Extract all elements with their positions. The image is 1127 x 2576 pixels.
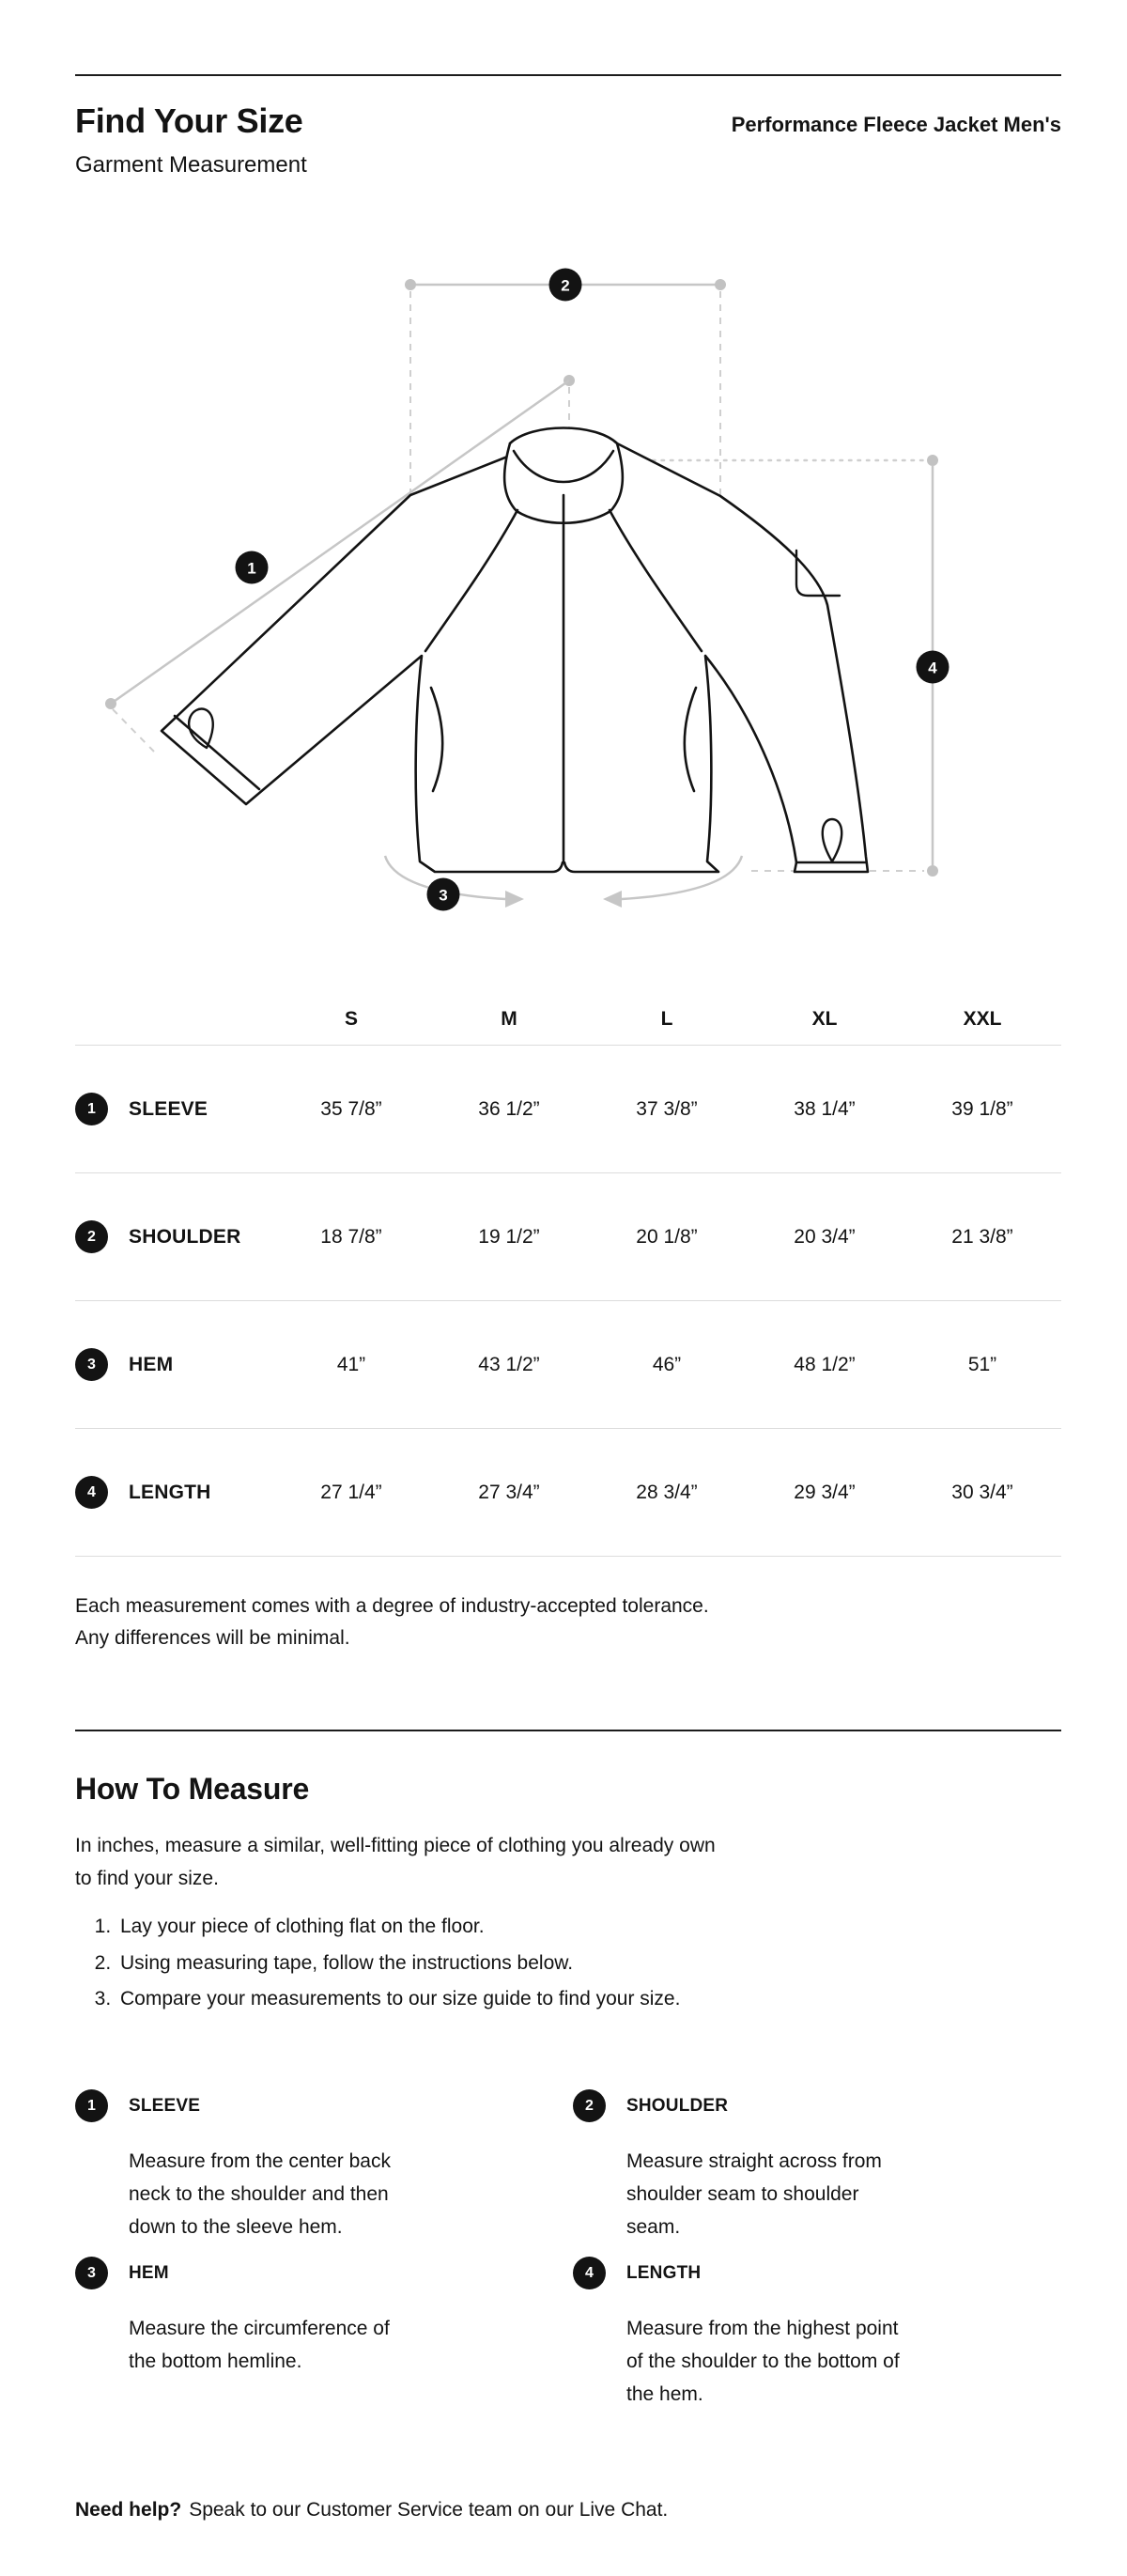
size-value: 20 3/4” (794, 1225, 856, 1248)
row-badge-4: 4 (75, 1476, 108, 1509)
size-value: 48 1/2” (794, 1353, 856, 1375)
size-value: 41” (336, 1353, 366, 1375)
svg-text:2: 2 (561, 276, 570, 295)
top-divider (75, 74, 1061, 76)
size-value: 29 3/4” (794, 1481, 856, 1503)
help-footer-text: Speak to our Customer Service team on our Live Chat. (189, 2499, 669, 2521)
intro-line-2: to find your size. (75, 1868, 219, 1889)
instruction-label-sleeve: SLEEVE (129, 2095, 201, 2116)
instruction-text-sleeve: Measure from the center back neck to the shoulder and then down to the sleeve hem. (129, 2150, 391, 2238)
measure-step-1: 1. Lay your piece of clothing flat on the floor. (116, 1909, 680, 1946)
help-footer-bold: Need help? (75, 2499, 182, 2521)
size-value: 30 3/4” (951, 1481, 1013, 1503)
instruction-label-shoulder: SHOULDER (626, 2095, 729, 2116)
table-row-length (75, 1429, 1061, 1557)
size-column-m: M (501, 1008, 517, 1030)
garment-diagram (94, 263, 1033, 958)
size-value: 27 3/4” (478, 1481, 540, 1503)
size-value: 51” (967, 1353, 997, 1375)
instruction-sleeve (75, 2089, 507, 2243)
intro-line-1: In inches, measure a similar, well-fitting piece of clothing you already own (75, 1835, 716, 1856)
size-value: 39 1/8” (951, 1097, 1013, 1120)
instruction-shoulder (573, 2089, 1005, 2243)
size-value: 36 1/2” (478, 1097, 540, 1120)
instruction-label-length: LENGTH (626, 2262, 702, 2283)
size-value: 37 3/8” (636, 1097, 698, 1120)
diagram-badge-2 (549, 269, 582, 302)
page-title: Find Your Size (75, 101, 303, 140)
table-row-hem (75, 1301, 1061, 1429)
instruction-badge-4: 4 (573, 2257, 606, 2289)
row-label-hem: HEM (129, 1353, 174, 1375)
jacket-drawing (162, 428, 868, 873)
instruction-badge-2: 2 (573, 2089, 606, 2122)
diagram-badge-1 (236, 551, 269, 584)
size-value: 38 1/4” (794, 1097, 856, 1120)
help-footer (75, 2499, 668, 2522)
size-value: 20 1/8” (636, 1225, 698, 1248)
tolerance-line-1: Each measurement comes with a degree of industry-accepted tolerance. (75, 1595, 709, 1617)
how-to-measure-intro (75, 1829, 716, 1895)
diagram-badge-3 (427, 878, 460, 911)
size-value: 28 3/4” (636, 1481, 698, 1503)
svg-text:4: 4 (928, 659, 937, 677)
product-name: Performance Fleece Jacket Men's (731, 113, 1061, 136)
row-label-sleeve: SLEEVE (129, 1097, 208, 1120)
measure-step-3: 3. Compare your measurements to our size guide to find your size. (116, 1981, 680, 2018)
size-column-l: L (660, 1008, 673, 1030)
instruction-hem (75, 2257, 507, 2378)
how-to-measure-title: How To Measure (75, 1772, 310, 1806)
size-value: 46” (652, 1353, 682, 1375)
instruction-badge-3: 3 (75, 2257, 108, 2289)
svg-text:3: 3 (439, 886, 448, 905)
row-badge-2: 2 (75, 1220, 108, 1253)
section-divider (75, 1730, 1061, 1731)
instruction-text-length: Measure from the highest point of the shoulder to the bottom of the hem. (626, 2318, 900, 2405)
size-value: 35 7/8” (320, 1097, 382, 1120)
size-value: 21 3/8” (951, 1225, 1013, 1248)
row-badge-1: 1 (75, 1093, 108, 1125)
instruction-text-shoulder: Measure straight across from shoulder seam to shoulder seam. (626, 2150, 882, 2238)
table-row-sleeve (75, 1046, 1061, 1173)
page-subtitle: Garment Measurement (75, 152, 307, 178)
svg-text:1: 1 (247, 559, 256, 578)
row-label-length: LENGTH (129, 1481, 211, 1503)
size-column-xxl: XXL (963, 1008, 1002, 1030)
instruction-text-hem: Measure the circumference of the bottom hemline. (129, 2318, 390, 2372)
measure-steps-list (75, 1909, 680, 2018)
tolerance-note (75, 1591, 709, 1654)
tolerance-line-2: Any differences will be minimal. (75, 1627, 350, 1649)
row-badge-3: 3 (75, 1348, 108, 1381)
table-row-shoulder (75, 1173, 1061, 1301)
size-table (75, 994, 1061, 1557)
size-value: 18 7/8” (320, 1225, 382, 1248)
row-label-shoulder: SHOULDER (129, 1225, 241, 1248)
size-column-xl: XL (811, 1008, 838, 1030)
size-column-s: S (344, 1008, 358, 1030)
size-value: 27 1/4” (320, 1481, 382, 1503)
diagram-badge-4 (917, 651, 949, 684)
instruction-badge-1: 1 (75, 2089, 108, 2122)
measure-step-2: 2. Using measuring tape, follow the instructions below. (116, 1946, 680, 1982)
instruction-label-hem: HEM (129, 2262, 169, 2283)
instruction-length (573, 2257, 1005, 2411)
size-table-header (75, 994, 1061, 1046)
size-value: 43 1/2” (478, 1353, 540, 1375)
size-value: 19 1/2” (478, 1225, 540, 1248)
